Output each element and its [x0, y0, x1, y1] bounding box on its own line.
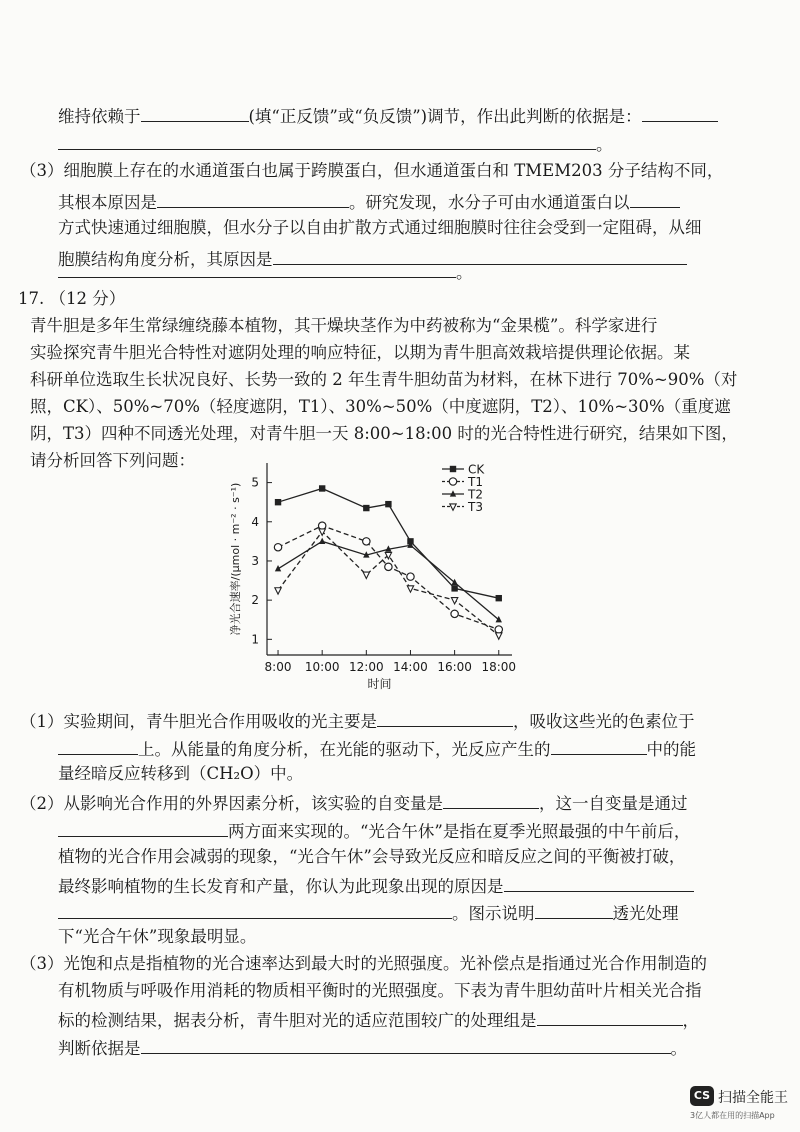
- q17-p2-line-5: 。图示说明 透光处理: [58, 903, 679, 923]
- net-photosynthesis-chart: [222, 455, 522, 695]
- legend-label-ck: CK: [468, 462, 485, 477]
- answer-blank[interactable]: [157, 192, 349, 208]
- legend-label-t2: T2: [468, 487, 483, 502]
- scanner-tagline: 3亿人都在用的扫描App: [690, 1111, 775, 1120]
- legend-marker-ck: [450, 466, 456, 472]
- data-point-t1: [363, 538, 370, 545]
- data-point-t2: [496, 616, 502, 622]
- data-point-ck: [319, 485, 325, 491]
- q3-line-3: 方式快速通过细胞膜，但水分子以自由扩散方式通过细胞膜时往往会受到一定阻碍，从细: [58, 218, 702, 237]
- scanner-watermark: [680, 1082, 796, 1126]
- answer-blank[interactable]: [58, 903, 452, 919]
- q17-header: 17. （12 分）: [18, 289, 126, 308]
- data-point-ck: [496, 595, 502, 601]
- q-prev-line-2: 。: [58, 134, 613, 154]
- data-point-t3: [275, 588, 281, 594]
- answer-blank[interactable]: [58, 262, 456, 278]
- data-point-t1: [495, 626, 502, 633]
- data-point-t3: [319, 529, 325, 535]
- x-tick-label: 14:00: [393, 660, 428, 674]
- scanner-logo-icon: CS: [690, 1086, 714, 1106]
- q17-intro-3: 科研单位选取生长状况良好、长势一致的 2 年生青牛胆幼苗为材料，在林下进行 70%~90%（对: [30, 370, 738, 389]
- q17-p2-line-6: 下“光合午休”现象最明显。: [58, 927, 257, 946]
- answer-blank[interactable]: [504, 876, 694, 892]
- y-tick-label: 1: [251, 632, 259, 647]
- q3-line-5: 。: [58, 262, 473, 282]
- answer-blank[interactable]: [58, 134, 596, 150]
- q3-line-4: 胞膜结构角度分析，其原因是: [58, 249, 687, 269]
- q17-p1-line-2: 上。从能量的角度分析，在光能的驱动下，光反应产生的 中的能: [58, 739, 696, 759]
- q17-p2-line-3: 植物的光合作用会减弱的现象，“光合午休”会导致光反应和暗反应之间的平衡被打破，: [58, 847, 686, 866]
- legend-label-t1: T1: [468, 475, 483, 489]
- data-point-t1: [318, 522, 325, 529]
- answer-blank[interactable]: [537, 1010, 683, 1026]
- q17-intro-5: 阴，T3）四种不同透光处理，对青牛胆一天 8:00~18:00 时的光合特性进行研究，结果如下图，: [30, 424, 738, 443]
- answer-blank[interactable]: [377, 711, 513, 727]
- x-tick-label: 8:00: [264, 660, 292, 674]
- answer-blank[interactable]: [58, 821, 228, 837]
- q17-p1-line-1: （1）实验期间，青牛胆光合作用吸收的光主要是 ，吸收这些光的色素位于: [20, 712, 695, 731]
- legend-marker-t3: [450, 504, 456, 510]
- y-axis-label: 净光合速率/(μmol · m⁻² · s⁻¹): [229, 482, 242, 636]
- series-line-t1: [278, 526, 499, 630]
- q17-p1-line-3: 量经暗反应转移到（CH₂O）中。: [58, 764, 304, 783]
- answer-blank[interactable]: [642, 106, 718, 122]
- answer-blank[interactable]: [58, 739, 138, 755]
- data-point-t3: [451, 598, 457, 604]
- answer-blank[interactable]: [443, 793, 539, 809]
- answer-blank[interactable]: [551, 739, 647, 755]
- q17-intro-4: 照，CK）、50%~70%（轻度遮阴，T1）、30%~50%（中度遮阴，T2）、10%~30%（重度遮: [30, 397, 731, 416]
- x-tick-label: 10:00: [304, 660, 340, 674]
- scanner-app-name: 扫描全能王: [718, 1090, 788, 1106]
- data-point-t1: [274, 544, 281, 551]
- q3-line-1: （3）细胞膜上存在的水通道蛋白也属于跨膜蛋白，但水通道蛋白和 TMEM203 分子结构不同，: [20, 161, 724, 180]
- q17-intro-6: 请分析回答下列问题：: [30, 451, 195, 470]
- data-point-t3: [407, 586, 413, 592]
- answer-blank[interactable]: [141, 106, 249, 122]
- data-point-t1: [451, 610, 458, 617]
- data-point-t2: [275, 565, 281, 571]
- data-point-t2: [451, 579, 457, 585]
- x-tick-label: 12:00: [349, 660, 384, 674]
- y-tick-label: 4: [251, 514, 259, 529]
- answer-blank[interactable]: [141, 1038, 671, 1054]
- legend-label-t3: T3: [468, 500, 483, 514]
- q17-p3-line-3: 标的检测结果，据表分析，青牛胆对光的适应范围较广的处理组是 ，: [58, 1011, 699, 1030]
- y-tick-label: 5: [251, 475, 259, 490]
- data-point-ck: [363, 505, 369, 511]
- q17-intro-1: 青牛胆是多年生常绿缠绕藤本植物，其干燥块茎作为中药被称为“金果榄”。科学家进行: [30, 316, 658, 335]
- answer-blank[interactable]: [630, 192, 680, 208]
- data-point-ck: [275, 499, 281, 505]
- q17-intro-2: 实验探究青牛胆光合特性对遮阴处理的响应特征，以期为青牛胆高效栽培提供理论依据。某: [30, 343, 690, 362]
- data-point-t3: [363, 572, 369, 578]
- q17-p2-line-2: 两方面来实现的。“光合午休”是指在夏季光照最强的中午前后，: [58, 821, 690, 841]
- q17-p2-line-4: 最终影响植物的生长发育和产量，你认为此现象出现的原因是: [58, 876, 694, 896]
- data-point-ck: [451, 585, 457, 591]
- x-axis-label: 时间: [367, 677, 392, 691]
- x-tick-label: 16:00: [437, 660, 472, 674]
- data-point-ck: [385, 501, 391, 507]
- legend-marker-t1: [449, 478, 456, 485]
- q17-p3-line-4: 判断依据是 。: [58, 1039, 687, 1058]
- q17-p3-line-1: （3）光饱和点是指植物的光合速率达到最大时的光照强度。光补偿点是指通过光合作用制造的: [20, 954, 707, 973]
- q17-p2-line-1: （2）从影响光合作用的外界因素分析，该实验的自变量是 ，这一自变量是通过: [20, 794, 688, 813]
- data-point-t3: [496, 633, 502, 639]
- q3-line-2: 其根本原因是 。研究发现，水分子可由水通道蛋白以: [58, 192, 680, 212]
- data-point-t1: [407, 573, 414, 580]
- q17-p3-line-2: 有机物质与呼吸作用消耗的物质相平衡时的光照强度。下表为青牛胆幼苗叶片相关光合指: [58, 981, 702, 1000]
- y-tick-label: 2: [251, 593, 259, 608]
- q-prev-line-1: 维持依赖于 (填“正反馈”或“负反馈”)调节，作出此判断的依据是：: [58, 106, 718, 126]
- x-tick-label: 18:00: [481, 660, 517, 674]
- data-point-t1: [385, 563, 392, 570]
- data-point-t2: [319, 538, 325, 544]
- answer-blank[interactable]: [535, 903, 613, 919]
- y-tick-label: 3: [251, 553, 259, 568]
